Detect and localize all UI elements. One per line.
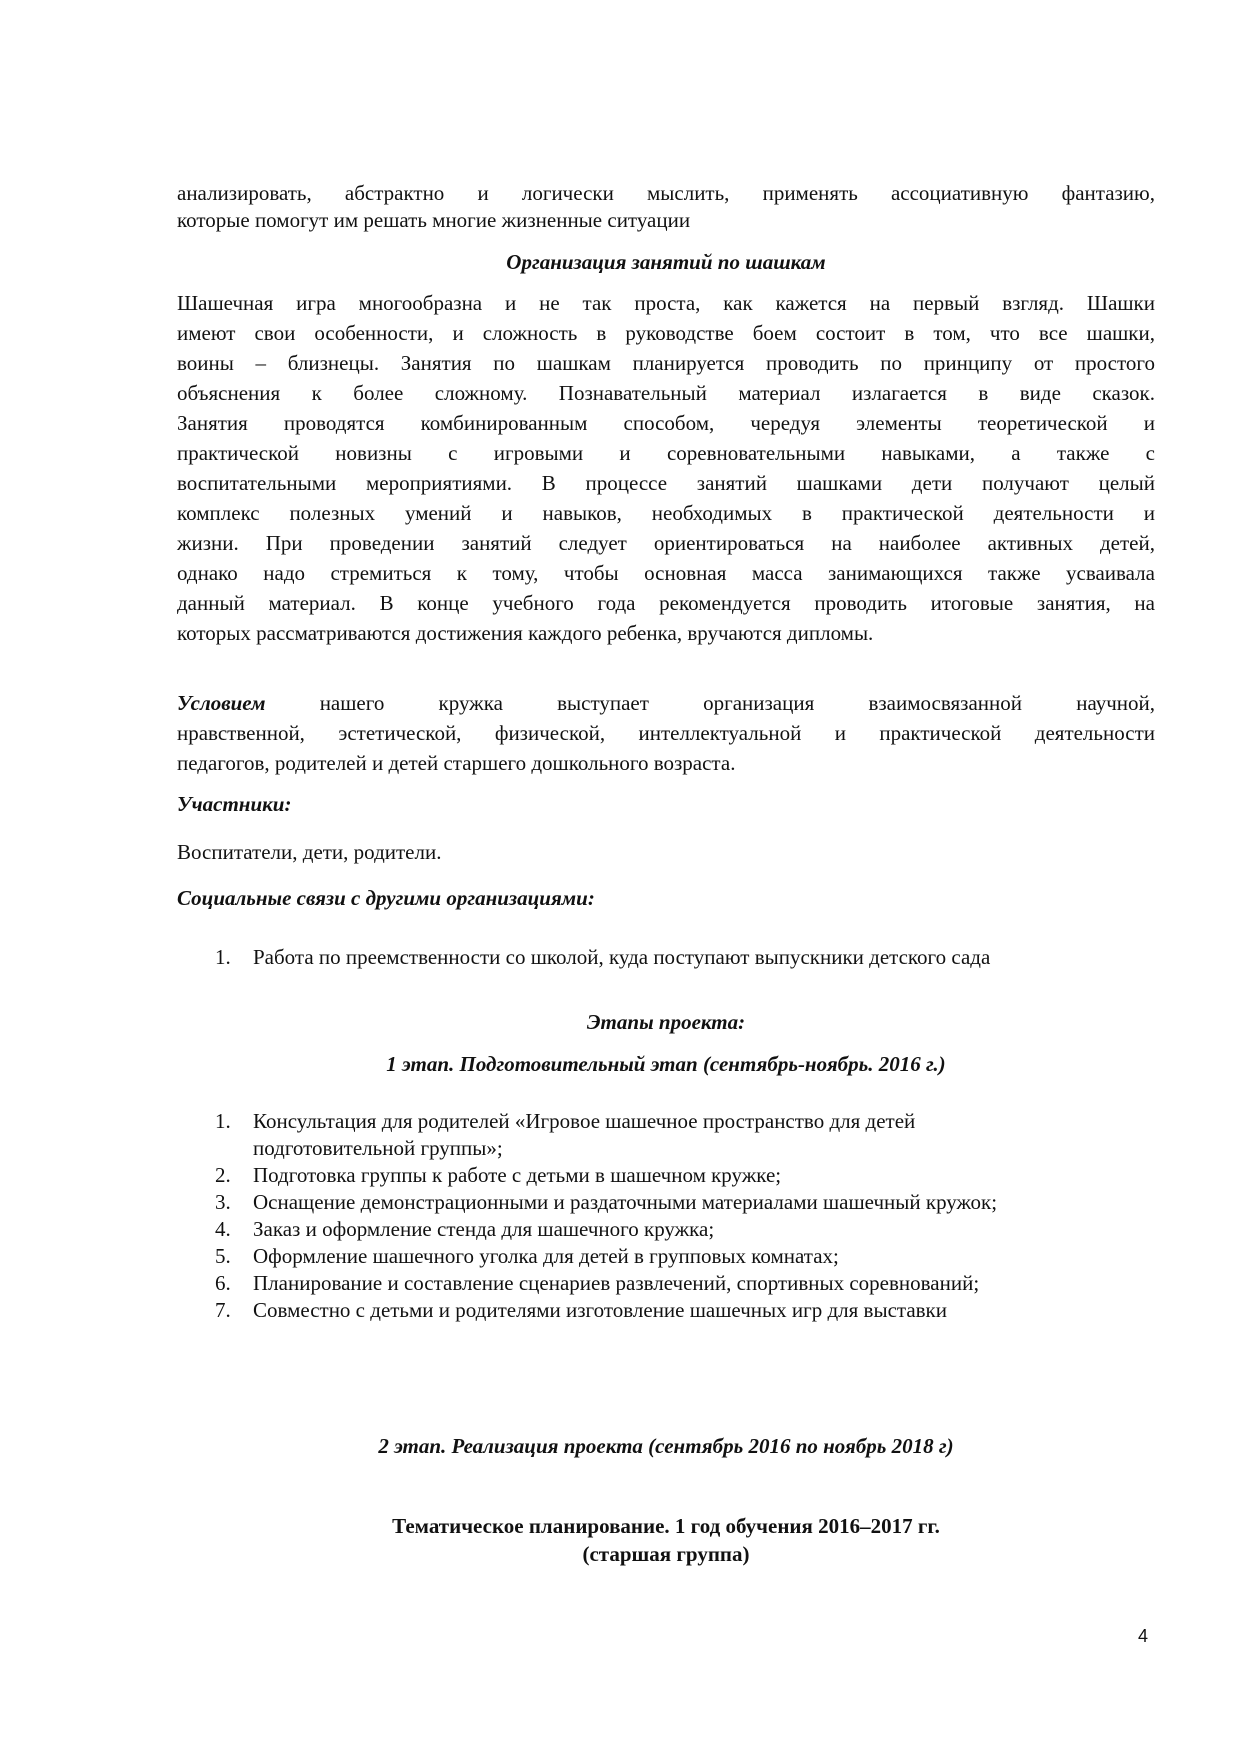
list-item-text: Оформление шашечного уголка для детей в групповых комнатах; [253,1244,839,1268]
text-line: объяснения к более сложному. Познавательный материал излагается в виде сказок. [177,381,1155,405]
text-line: воспитательными мероприятиями. В процессе занятий шашками дети получают целый [177,471,1155,495]
organization-paragraph [177,288,1155,648]
thematic-planning-title-line1: Тематическое планирование. 1 год обучения 2016–2017 гг. [392,1514,940,1538]
condition-lead: Условием [177,691,266,715]
social-links-heading: Социальные связи с другими организациями: [177,886,595,910]
list-item-text: Планирование и составление сценариев развлечений, спортивных соревнований; [253,1271,980,1295]
text-line: Шашечная игра многообразна и не так проста, как кажется на первый взгляд. Шашки [177,291,1155,315]
thematic-planning-title [177,1512,1155,1568]
text-line [177,688,1155,718]
list-item-number: 5. [215,1244,231,1268]
list-item-number: 1. [215,945,231,969]
page-number: 4 [1138,1626,1149,1646]
document-page [177,0,1155,1754]
stage2-heading: 2 этап. Реализация проекта (сентябрь 2016 по ноябрь 2018 г) [378,1434,954,1458]
list-item-number: 3. [215,1190,231,1214]
condition-paragraph [177,688,1155,778]
list-item [177,1189,1155,1216]
text-line: Занятия проводятся комбинированным способом, чередуя элементы теоретической и [177,411,1155,435]
list-item-number: 6. [215,1271,231,1295]
list-item [177,1243,1155,1270]
stages-heading: Этапы проекта: [586,1010,746,1034]
social-links-list [177,944,1155,971]
list-item [177,1216,1155,1243]
text-line: которые помогут им решать многие жизненные ситуации [177,208,691,232]
list-item-text: Заказ и оформление стенда для шашечного кружка; [253,1217,715,1241]
participants-text: Воспитатели, дети, родители. [177,840,442,864]
text-line: практической новизны с игровыми и соревновательными навыками, а также с [177,441,1155,465]
text-line: анализировать, абстрактно и логически мыслить, применять ассоциативную фантазию, [177,181,1155,205]
text-line: однако надо стремиться к тому, чтобы основная масса занимающихся также усваивала [177,561,1155,585]
list-item-text: Совместно с детьми и родителями изготовление шашечных игр для выставки [253,1298,947,1322]
intro-continuation-paragraph [177,180,1155,234]
condition-first-line: нашего кружка выступает организация взаимосвязанной научной, [265,691,1155,715]
text-line: жизни. При проведении занятий следует ориентироваться на наиболее активных детей, [177,531,1155,555]
list-item-number: 1. [215,1109,231,1133]
list-item [177,1108,1155,1162]
list-item-text: Консультация для родителей «Игровое шашечное пространство для детей [253,1109,916,1133]
list-item [177,1162,1155,1189]
list-item [177,944,1155,971]
list-item-text: Работа по преемственности со школой, куда поступают выпускники детского сада [253,945,991,969]
text-line: воины – близнецы. Занятия по шашкам планируется проводить по принципу от простого [177,351,1155,375]
text-line: данный материал. В конце учебного года рекомендуется проводить итоговые занятия, на [177,591,1155,615]
section-heading-organization: Организация занятий по шашкам [506,250,826,274]
text-line: комплекс полезных умений и навыков, необходимых в практической деятельности и [177,501,1155,525]
list-item-text: Оснащение демонстрационными и раздаточными материалами шашечный кружок; [253,1190,998,1214]
list-item [177,1297,1155,1324]
list-item [177,1270,1155,1297]
thematic-planning-title-line2: (старшая группа) [582,1542,750,1566]
text-line: нравственной, эстетической, физической, интеллектуальной и практической деятельности [177,721,1155,745]
stage1-heading: 1 этап. Подготовительный этап (сентябрь-ноябрь. 2016 г.) [386,1052,946,1076]
text-line: которых рассматриваются достижения каждого ребенка, вручаются дипломы. [177,621,874,645]
list-item-text: Подготовка группы к работе с детьми в шашечном кружке; [253,1163,782,1187]
stage1-list [177,1108,1155,1324]
list-item-number: 2. [215,1163,231,1187]
list-item-number: 4. [215,1217,231,1241]
text-line: педагогов, родителей и детей старшего дошкольного возраста. [177,751,736,775]
participants-heading: Участники: [177,792,292,816]
list-item-number: 7. [215,1298,231,1322]
text-line: имеют свои особенности, и сложность в руководстве боем состоит в том, что все шашки, [177,321,1155,345]
list-item-text: подготовительной группы»; [253,1136,503,1160]
